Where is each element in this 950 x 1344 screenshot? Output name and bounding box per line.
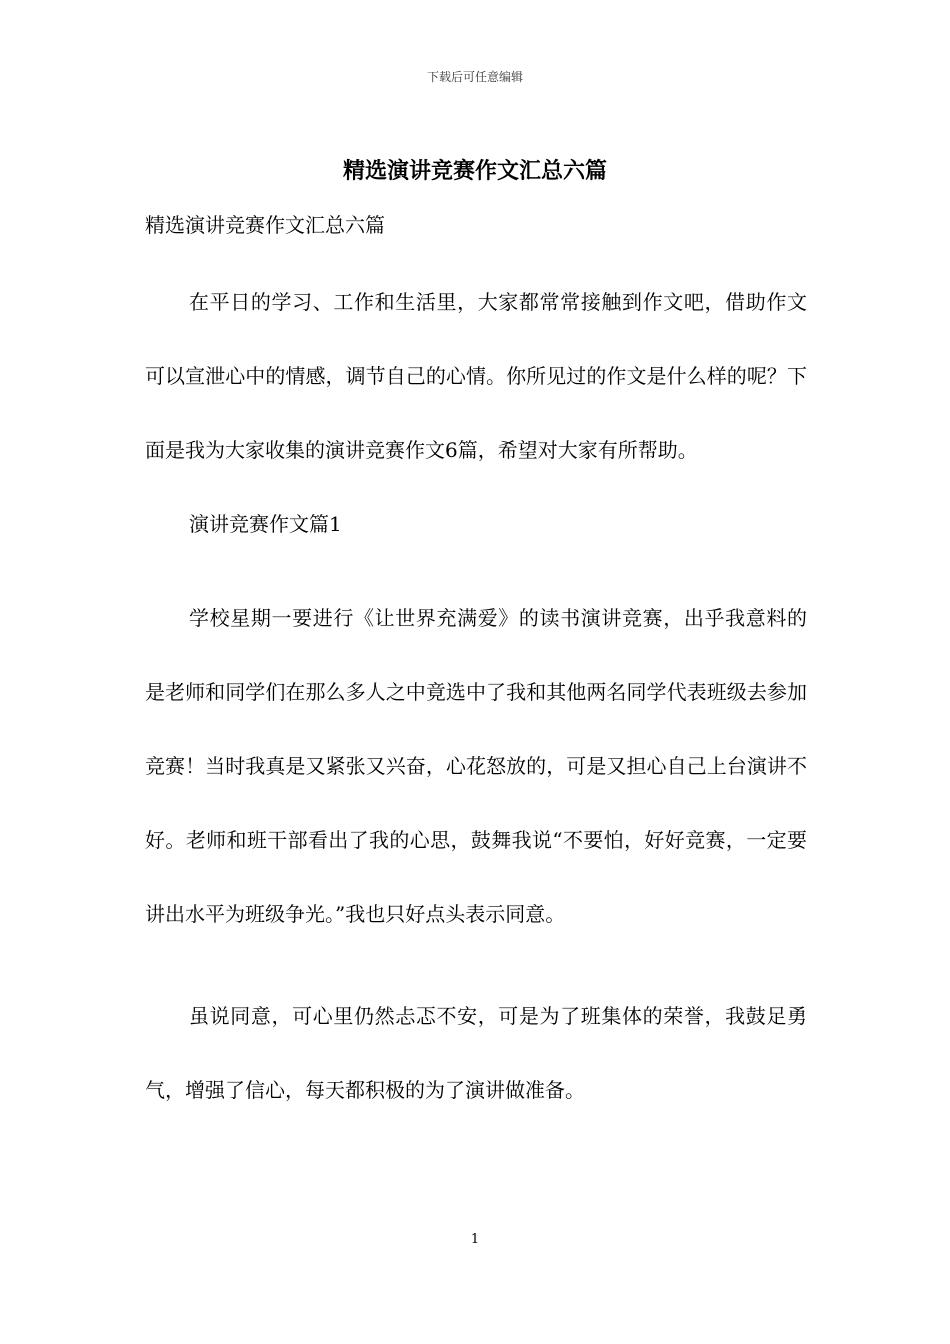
document-title: 精选演讲竞赛作文汇总六篇 [342,158,607,184]
document-body [145,205,807,1127]
body-paragraph-2: 虽说同意，可心里仍然忐忑不安，可是为了班集体的荣誉，我鼓足勇气，增强了信心，每天都积极的为了演讲做准备。 [145,1004,807,1102]
document-subtitle: 精选演讲竞赛作文汇总六篇 [145,213,385,237]
intro-paragraph: 在平日的学习、工作和生活里，大家都常常接触到作文吧，借助作文可以宣泄心中的情感，调节自己的心情。你所见过的作文是什么样的呢？下面是我为大家收集的演讲竞赛作文6篇，希望对大家有所帮助。 [145,290,807,462]
page-number: 1 [470,1232,480,1247]
header-note: 下载后可任意编辑 [426,70,523,84]
section-heading: 演讲竞赛作文篇1 [189,512,342,536]
body-paragraph-1: 学校星期一要进行《让世界充满爱》的读书演讲竞赛，出乎我意料的是老师和同学们在那么多人之中竟选中了我和其他两名同学代表班级去参加竞赛！当时我真是又紧张又兴奋，心花怒放的，可是又担心自己上台演讲不好。老师和班干部看出了我的心思，鼓舞我说“不要怕，好好竞赛，一定要讲出水平为班级争光。”我也只好点头表示同意。 [145,606,807,926]
